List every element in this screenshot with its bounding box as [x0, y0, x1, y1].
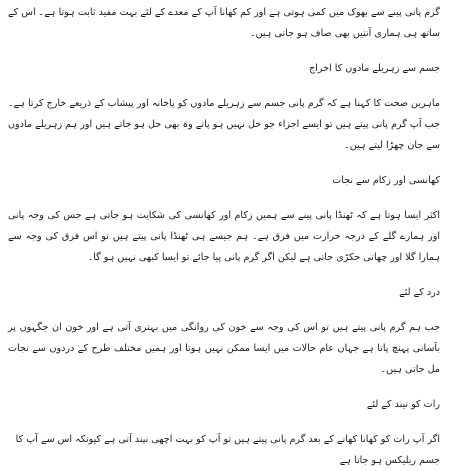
heading-toxin-removal: جسم سے زہریلے مادوں کا اخراج — [308, 63, 440, 74]
heading-pain: درد کے لئے — [399, 287, 440, 298]
heading-night-sleep: رات کو نیند کے لئے — [366, 399, 440, 410]
heading-cough-cold: کھانسی اور زکام سے نجات — [332, 175, 440, 186]
paragraph-toxin-removal: ماہرین صحت کا کہنا ہے کہ گرم پانی جسم سے زہریلے مادوں کو پاخانہ اور پیشاب کے ذریعے خارج کرتا ہے۔ جب آپ گرم پانی پیتے ہیں تو ایسے اجزاء جو حل نہیں ہو پاتے وہ بھی حل ہو جاتے ہیں اور ہم زہریلے مادوں سے جان چھڑا لیتے ہیں۔ — [8, 98, 440, 151]
paragraph-night-sleep-partial: اگر آپ رات کو کھانا کھانے کے بعد گرم پانی پیتے ہیں تو آپ کو بہت اچھی نیند آتی ہے کیونکہ اس سے آپ کا جسم ریلیکس ہو جاتا ہے — [15, 434, 440, 466]
paragraph-hot-water-digestion: گرم پانی پینے سے بھوک میں کمی ہوتی ہے اور کم کھانا آپ کے معدے کے لئے بہت مفید ثابت ہوتا ہے۔ اس کے ساتھ ہی ہماری آنتیں بھی صاف ہو جاتی ہیں۔ — [8, 7, 440, 39]
paragraph-cough-cold: اکثر ایسا ہوتا ہے کہ ٹھنڈا پانی پینے سے ہمیں زکام اور کھانسی کی شکایت ہو جاتی ہے جس کی وجہ پانی اور ہمارے گلے کے درجہ حرارت میں فرق ہے۔ ہم جیسے ہی ٹھنڈا پانی پیتے ہیں تو اس فرق کی وجہ سے ہمارا گلا اور چھاتی جکڑی جاتی ہے لیکن اگر گرم پانی پیا جائے تو ایسا کبھی نہیں ہو گا۔ — [8, 210, 440, 263]
paragraph-pain: جب ہم گرم پانی پیتے ہیں تو اس کی وجہ سے خون کی روانگی میں بہتری آتی ہے اور خون ان جگہوں پر بآسانی پہنچ پاتا ہے جہاں عام حالات میں ایسا ممکن نہیں ہوتا اور ہمیں مختلف طرح کے دردوں سے نجات مل جاتی ہیں۔ — [8, 322, 440, 375]
article-body — [8, 2, 440, 466]
